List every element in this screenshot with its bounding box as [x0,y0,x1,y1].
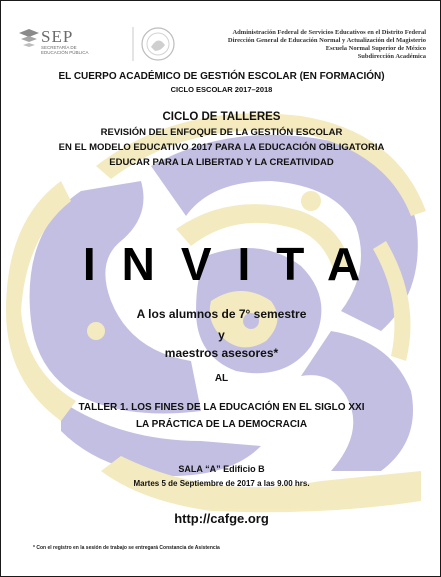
website-link[interactable]: http://cafge.org [174,511,269,526]
al-label: AL [214,373,229,384]
org-title: EL CUERPO ACADÉMICO DE GESTIÓN ESCOLAR (EN FORMACIÓN) [58,71,385,82]
audience-line: A los alumnos de 7° semestre [136,307,307,321]
workshop-title: TALLER 1. LOS FINES DE LA EDUCACIÓN EN EL SIGLO XXI [78,402,365,413]
institution-line: Administración Federal de Servicios Educativos en el Distrito Federal [232,29,426,36]
institution-line: Escuela Normal Superior de México [325,45,426,52]
sep-logo-text: SEP [41,27,74,46]
date-time: Martes 5 de Septiembre de 2017 a las 9.00 hrs. [133,479,310,488]
audience-conjunction: y [218,328,225,342]
venue: SALA “A” Edificio B [178,464,265,474]
workshop-subtitle: LA PRÁCTICA DE LA DEMOCRACIA [135,419,308,430]
subtitle-line: EN EL MODELO EDUCATIVO 2017 PARA LA EDUCACIÓN OBLIGATORIA [58,142,385,153]
school-year: CICLO ESCOLAR 2017–2018 [170,85,273,94]
mexico-coat-of-arms-icon [131,23,181,65]
cycle-title: CICLO DE TALLERES [162,111,281,123]
institution-block [186,29,426,61]
institution-line: Subdirección Académica [357,53,426,60]
subtitle-line: EDUCAR PARA LA LIBERTAD Y LA CREATIVIDAD [109,157,334,168]
subtitle-line: REVISIÓN DEL ENFOQUE DE LA GESTIÓN ESCOLAR [100,127,343,138]
institution-line: Dirección General de Educación Normal y Actualización del Magisterio [227,37,426,44]
audience-line: maestros asesores* [164,346,279,360]
sep-logo-subtext: SECRETARÍA DE EDUCACIÓN PÚBLICA [41,45,89,55]
invita-heading: INVITA [82,238,387,290]
footnote: * Con el registro en la sesión de trabajo se entregará Constancia de Asistencia [33,545,220,551]
